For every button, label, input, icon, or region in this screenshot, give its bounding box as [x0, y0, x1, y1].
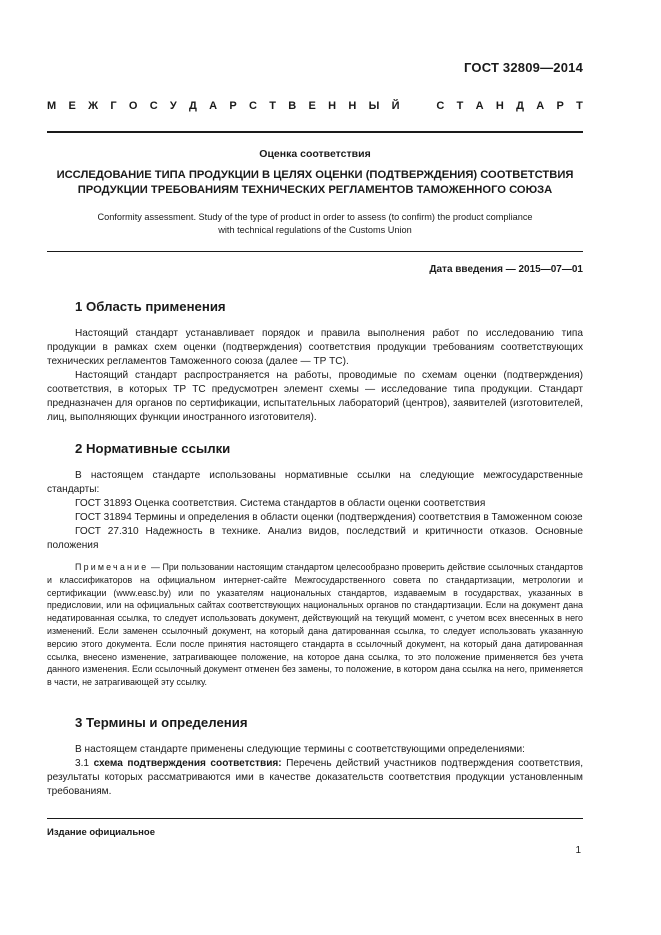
reference-item: ГОСТ 27.310 Надежность в технике. Анализ видов, последствий и критичности отказов. Основные положения [47, 526, 583, 551]
banner-letter: С [249, 100, 257, 112]
banner-letter: Ы [368, 100, 380, 112]
note-label: Примечание [75, 562, 149, 572]
banner-letter: С [436, 100, 445, 112]
note-text: — При пользовании настоящим стандартом целесообразно проверить действие ссылочных стандартов и классификаторов на официальном интернет-сайте Межгосударственного совета по стандартизации, метрологии и сертификации (www.easc.by) или по указателям национальных стандартов, издаваемым в государствах, указанных в предисловии, или на официальных сайтах соответствующих национальных органов по стандартизации. Если на документ дана недатированная ссылка, то следует использовать документ, действующий на текущий момент, с учетом всех внесенных в него изменений. Если заменен ссылочный документ, на который дана датированная ссылка, то следует использовать указанную версию этого документа. Если после принятия настоящего стандарта в ссылочный документ, на который дана датированная ссылка, внесено изменение, затрагивающее положение, на которое дана ссылка, то это положение применяется без учета данного изменения. Если ссылочный документ отменен без замены, то положение, в котором дана ссылка на него, применяется в части, не затрагивающей эту ссылку. [47, 562, 583, 688]
banner-letter: О [128, 100, 138, 112]
term-definition [47, 757, 583, 799]
section-scope [47, 298, 583, 425]
paragraph: В настоящем стандарте использованы нормативные ссылки на следующие межгосударственные стандарты: [47, 470, 583, 495]
banner-letter: В [288, 100, 297, 112]
banner-letter: Р [229, 100, 237, 112]
banner-letter: Р [556, 100, 564, 112]
page-number: 1 [575, 845, 581, 856]
standard-category: Оценка соответствия [259, 148, 371, 160]
banner-letter: Ж [88, 100, 99, 112]
document-body [47, 298, 583, 799]
banner-letter: Н [495, 100, 504, 112]
banner-letter: Е [308, 100, 316, 112]
reference-item: ГОСТ 31894 Термины и определения в области оценки (подтверждения) соответствия в Таможенном союзе [75, 512, 583, 523]
introduction-date: Дата введения — 2015—07—01 [429, 264, 583, 275]
title-en-line: with technical regulations of the Customs Union [218, 225, 412, 235]
edition-label: Издание официальное [47, 827, 155, 838]
term-text: Перечень действий участников подтверждения соответствия, результаты которых рассматриваются ими в качестве доказательств соответствия продукции установленным требованиям. [47, 757, 584, 797]
banner-letter: Д [189, 100, 197, 112]
note [47, 561, 583, 689]
document-number: ГОСТ 32809—2014 [464, 60, 583, 75]
interstate-standard-banner [47, 100, 583, 112]
term-name: схема подтверждения соответствия: [93, 757, 282, 769]
banner-letter: Н [328, 100, 337, 112]
banner-letter: Т [456, 100, 464, 112]
banner-letter: Й [391, 100, 400, 112]
footer-rule [47, 818, 583, 819]
standard-title-ru [47, 168, 583, 198]
title-en-line: Conformity assessment. Study of the type of product in order to assess (to confirm) the product compliance [97, 212, 533, 222]
standard-title-en [47, 211, 583, 237]
banner-letter: Т [576, 100, 583, 112]
header-rule [47, 131, 583, 133]
paragraph: Настоящий стандарт устанавливает порядок и правила выполнения работ по исследованию типа продукции в рамках схем оценки (подтверждения) соответствия продукции требованиям соответствующих технических регламентов Таможенного союза (далее — ТР ТС). [47, 328, 583, 367]
banner-letter: А [536, 100, 545, 112]
section-heading: 2 Нормативные ссылки [75, 441, 231, 456]
paragraph: В настоящем стандарте применены следующие термины с соответствующими определениями: [75, 743, 525, 755]
banner-letter: С [149, 100, 158, 112]
banner-letter: А [209, 100, 218, 112]
section-normative-references [47, 440, 583, 689]
banner-letter: Н [348, 100, 357, 112]
section-heading: 3 Термины и определения [75, 714, 248, 730]
banner-letter: Т [269, 100, 276, 112]
banner-letter: У [169, 100, 177, 112]
banner-letter: М [47, 100, 57, 112]
section-heading: 1 Область применения [75, 299, 226, 314]
term-number: 3.1 [75, 757, 94, 769]
banner-letter: Д [516, 100, 524, 112]
banner-letter: А [475, 100, 484, 112]
banner-letter: Г [110, 100, 117, 112]
paragraph: Настоящий стандарт распространяется на работы, проводимые по схемам оценки (подтверждения) соответствия, в которых ТР ТС предусмотрен элемент схемы — исследование типа продукции. Стандарт предназначен для органов по сертификации, испытательных лабораторий (центров), заявителей (изготовителей, лиц, выполняющих функции иностранного изготовителя). [47, 370, 583, 423]
reference-item: ГОСТ 31893 Оценка соответствия. Система стандартов в области оценки соответствия [75, 498, 486, 509]
title-line: ПРОДУКЦИИ ТРЕБОВАНИЯМ ТЕХНИЧЕСКИХ РЕГЛАМЕНТОВ ТАМОЖЕННОГО СОЮЗА [77, 184, 553, 196]
title-rule [47, 251, 583, 252]
title-line: ИССЛЕДОВАНИЕ ТИПА ПРОДУКЦИИ В ЦЕЛЯХ ОЦЕНКИ (ПОДТВЕРЖДЕНИЯ) СООТВЕТСТВИЯ [56, 169, 574, 181]
section-terms [47, 714, 583, 799]
banner-letter: Е [68, 100, 76, 112]
